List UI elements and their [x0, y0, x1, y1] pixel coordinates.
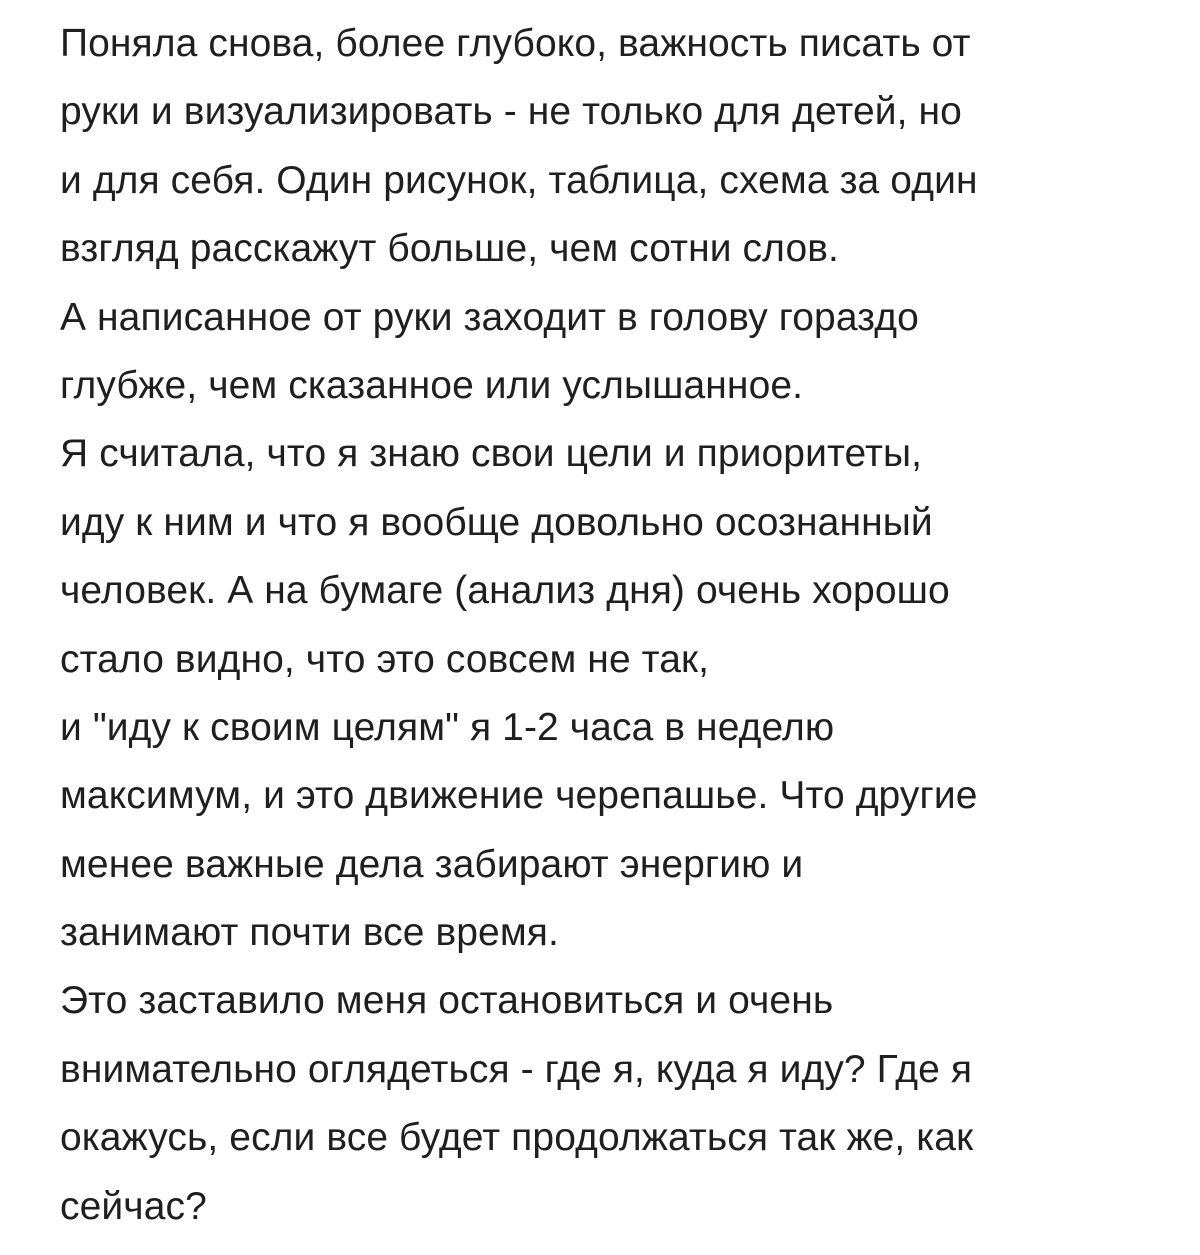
- text-line: руки и визуализировать - не только для детей, но: [60, 90, 962, 134]
- text-line: А написанное от руки заходит в голову гораздо: [60, 295, 919, 339]
- text-line: менее важные дела забирают энергию и: [60, 842, 804, 886]
- text-line: взгляд расскажут больше, чем сотни слов.: [60, 227, 839, 271]
- text-line: и для себя. Один рисунок, таблица, схема за один: [60, 158, 978, 202]
- text-line: занимают почти все время.: [60, 911, 559, 955]
- document-text: [60, 10, 1170, 1241]
- text-line: Поняла снова, более глубоко, важность писать от: [60, 22, 971, 65]
- text-line: глубже, чем сказанное или услышанное.: [60, 363, 804, 407]
- text-line: Это заставило меня остановиться и очень: [60, 979, 834, 1023]
- text-line: и "иду к своим целям" я 1-2 часа в неделю: [60, 705, 835, 749]
- text-line: иду к ним и что я вообще довольно осознанный: [60, 500, 933, 544]
- text-line: внимательно оглядеться - где я, куда я иду? Где я: [60, 1047, 973, 1091]
- text-line: окажусь, если все будет продолжаться так же, как: [60, 1116, 974, 1160]
- text-line: Я считала, что я знаю свои цели и приоритеты,: [60, 432, 923, 476]
- text-line: стало видно, что это совсем не так,: [60, 637, 710, 681]
- text-line: максимум, и это движение черепашье. Что другие: [60, 774, 978, 818]
- text-line: сейчас?: [60, 1184, 207, 1228]
- text-line: человек. А на бумаге (анализ дня) очень хорошо: [60, 569, 950, 613]
